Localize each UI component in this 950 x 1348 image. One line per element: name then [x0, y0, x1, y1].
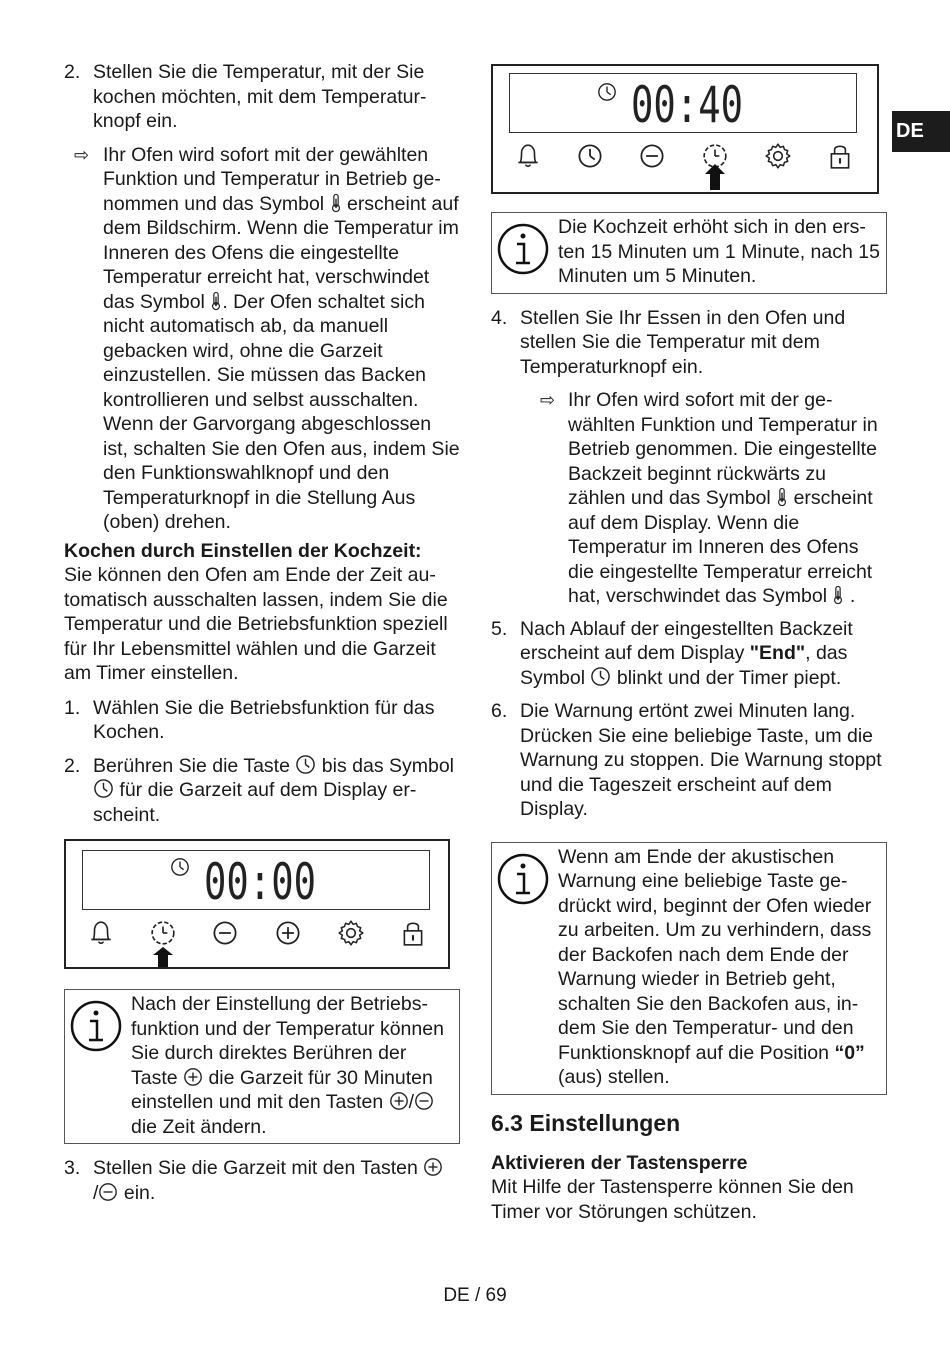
step-6	[491, 699, 887, 822]
thermometer-icon	[330, 193, 342, 213]
step-2-temperature	[64, 60, 460, 134]
oven-control-panel	[491, 64, 879, 194]
step-text: Wählen Sie die Betriebsfunktion für das Kochen.	[93, 696, 435, 743]
clock-dashed-icon	[152, 922, 174, 944]
minus-icon	[98, 1182, 118, 1202]
info-box	[491, 842, 887, 1095]
thermometer-icon	[210, 291, 222, 311]
bell-icon	[518, 145, 537, 166]
timer-clock-icon	[172, 859, 188, 875]
info-icon	[497, 853, 549, 905]
lock-icon	[831, 146, 848, 168]
step-4	[491, 306, 887, 380]
section-heading-cook-time: Kochen durch Einstellen der Kochzeit:	[64, 539, 422, 562]
lock-icon	[404, 923, 421, 945]
result-note	[491, 388, 887, 609]
step-text: Nach Ablauf der eingestellten Backzeit erscheint auf dem Display "End", das Symbol blinkt und der Timer piept.	[520, 617, 853, 689]
minus-icon	[214, 922, 235, 943]
clock-icon	[590, 666, 611, 687]
gear-icon	[766, 144, 790, 168]
step-number: 2.	[64, 754, 81, 777]
step-text: Berühren Sie die Taste bis das Symbol für die Garzeit auf dem Display erscheint.	[93, 754, 455, 826]
step-3	[64, 1156, 460, 1205]
step-text: Stellen Sie Ihr Essen in den Ofen und stellen Sie die Temperatur mit dem Temperaturknopf ein.	[520, 306, 846, 378]
step-text: Die Warnung ertönt zwei Minuten lang. Drücken Sie eine beliebige Taste, um die Warnung zu stoppen. Die Warnung stoppt und die Tageszeit erscheint auf dem Display.	[520, 700, 882, 820]
clock-icon	[579, 145, 600, 166]
step-1	[64, 696, 460, 745]
plus-icon	[423, 1157, 443, 1177]
plus-icon	[277, 922, 298, 943]
sub-paragraph: Mit Hilfe der Tastensperre können Sie den Timer vor Störungen schützen.	[491, 1176, 854, 1223]
display-digits	[66, 841, 448, 967]
bell-icon	[91, 922, 110, 943]
info-text: Nach der Einstellung der Betriebsfunktion und der Temperatur können Sie durch direktes Berühren der Taste die Garzeit für 30 Minuten einstellen und mit den Tasten / die Zeit ändern.	[131, 993, 444, 1138]
right-column	[491, 60, 887, 1224]
display-time: 00:40	[631, 76, 743, 134]
info-icon	[70, 1000, 122, 1052]
info-text: Die Kochzeit erhöht sich in den ersten 15 Minuten um 1 Minute, nach 15 Minuten um 5 Minuten.	[558, 216, 880, 287]
info-box	[64, 989, 460, 1144]
step-number: 4.	[491, 306, 508, 329]
step-number: 6.	[491, 700, 508, 722]
clock-icon	[295, 754, 316, 775]
plus-icon	[389, 1091, 409, 1111]
step-number: 5.	[491, 617, 508, 640]
sub-heading: Aktivieren der Tastensperre	[491, 1151, 748, 1174]
arrow-up-pointer-icon	[705, 164, 725, 190]
minus-icon	[414, 1091, 434, 1111]
step-text: Stellen Sie die Temperatur, mit der Sie kochen möchten, mit dem Temperaturknopf ein.	[93, 61, 427, 132]
thermometer-icon	[832, 585, 844, 605]
plus-icon	[183, 1067, 203, 1087]
minus-icon	[641, 145, 662, 166]
result-note	[64, 143, 460, 535]
info-icon	[497, 223, 549, 275]
section-title: 6.3 Einstellungen	[491, 1109, 681, 1136]
page-footer: DE / 69	[443, 1285, 507, 1306]
display-digits	[493, 66, 877, 192]
result-text: Ihr Ofen wird sofort mit der gewählten Funktion und Temperatur in Betrieb genommen und das Symbol erscheint auf dem Bildschirm. Wenn die Temperatur im Inneren des Ofens die eingestellte Temperatur erreicht hat, verschwindet das Symbol . Der Ofen schaltet sich nicht automatisch ab, da manuell gebacken wird, ohne die Garzeit einzustellen. Sie müssen das Backen kontrollieren und selbst ausschalten. Wenn der Garvorgang abgeschlossen ist, schalten Sie den Ofen aus, indem Sie den Funktionswahlknopf und den Temperaturknopf in die Stellung Aus (oben) drehen.	[103, 143, 460, 533]
language-tab: DE	[892, 111, 950, 152]
step-number: 1.	[64, 696, 81, 719]
arrow-up-pointer-icon	[153, 947, 173, 967]
info-text: Wenn am Ende der akustischen Warnung eine beliebige Taste gedrückt wird, beginnt der Ofen wieder zu arbeiten. Um zu verhindern, dass der Backofen nach dem Ende der Warnung wieder in Betrieb geht, schalten Sie den Backofen aus, indem Sie den Temperatur- und den Funktionsknopf auf die Position “0” (aus) stellen.	[558, 845, 872, 1088]
timer-clock-icon	[599, 84, 615, 100]
left-column	[64, 60, 460, 1214]
gear-icon	[339, 921, 363, 945]
clock-dashed-icon	[704, 145, 726, 167]
clock-icon	[93, 778, 114, 799]
result-text: Ihr Ofen wird sofort mit der gewählten Funktion und Temperatur in Betrieb genommen. Die eingestellte Backzeit beginnt rückwärts zu zählen und das Symbol erscheint auf dem Display. Wenn die Temperatur im Inneren des Ofens die eingestellte Temperatur erreicht hat, verschwindet das Symbol .	[568, 389, 878, 607]
step-5	[491, 617, 887, 691]
step-2-timer	[64, 754, 460, 828]
step-number: 2.	[64, 61, 81, 83]
oven-control-panel	[64, 839, 450, 969]
intro-paragraph: Sie können den Ofen am Ende der Zeit automatisch ausschalten lassen, indem Sie die Temperatur und die Betriebsfunktion speziell für Ihr Lebensmittel wählen und die Garzeit am Timer einstellen.	[64, 564, 448, 684]
end-label: "End"	[749, 642, 806, 664]
info-box	[491, 212, 887, 294]
display-time: 00:00	[204, 853, 316, 911]
step-number: 3.	[64, 1157, 81, 1179]
arrow-right-icon: ⇨	[74, 144, 90, 165]
step-text: Stellen Sie die Garzeit mit den Tasten / ein.	[93, 1156, 460, 1205]
thermometer-icon	[776, 487, 788, 507]
arrow-right-icon: ⇨	[540, 390, 556, 410]
